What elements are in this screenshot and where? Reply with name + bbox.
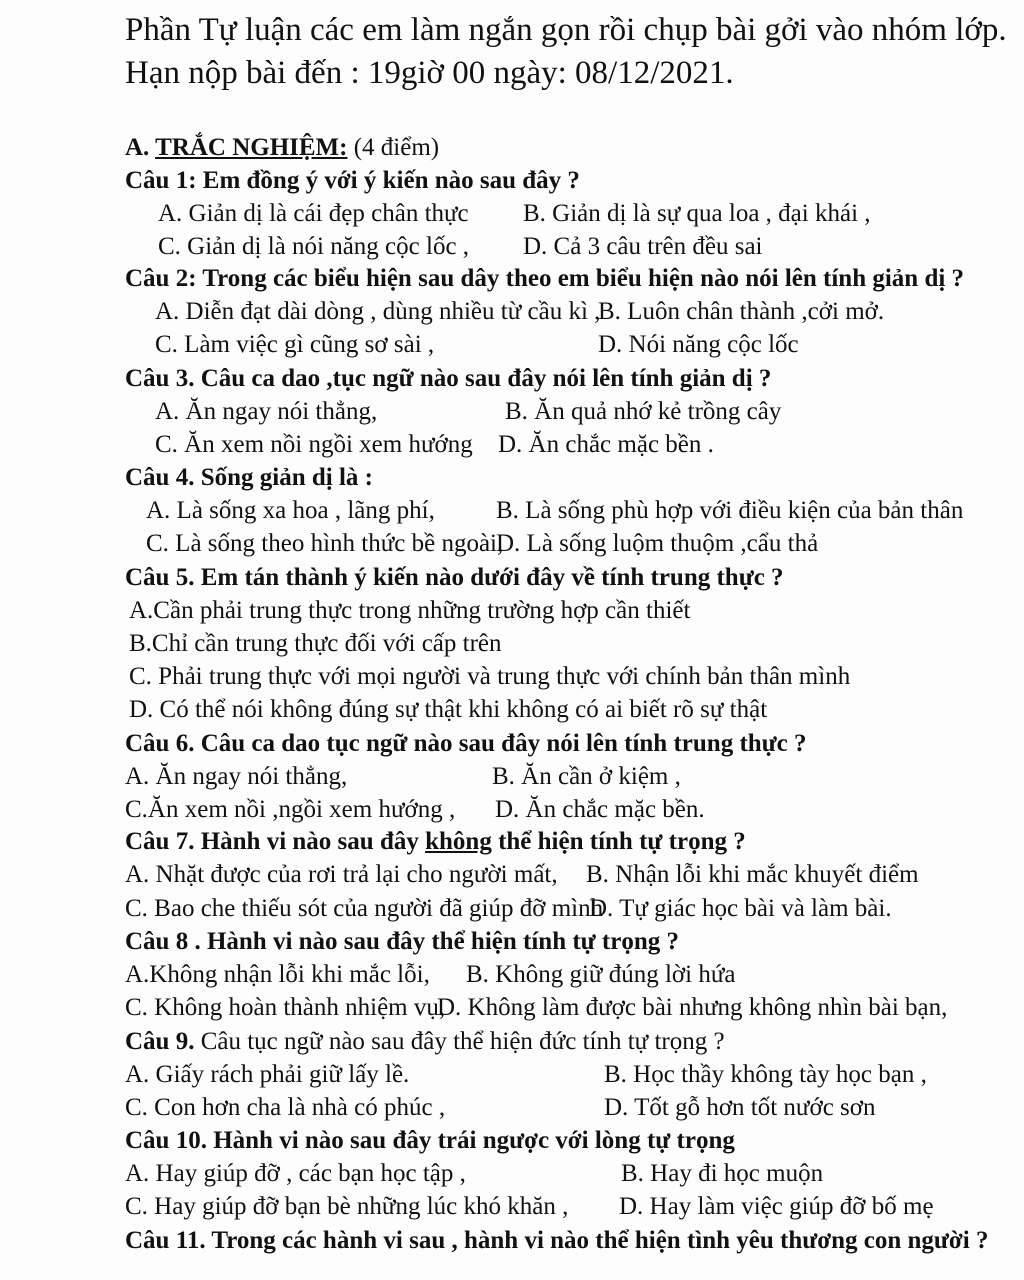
q1-option-c: C. Giản dị là nói năng cộc lốc , [158,233,470,260]
q9-text: Câu tục ngữ nào sau đây thể hiện đức tính tự trọng ? [194,1028,725,1055]
q1-option-d: D. Cả 3 câu trên đều sai [523,233,763,260]
q2-option-c: C. Làm việc gì cũng sơ sài , [155,331,435,358]
q10-option-d: D. Hay làm việc giúp đỡ bố mẹ [619,1193,934,1220]
q10-option-b: B. Hay đi học muộn [621,1160,824,1187]
q7-text-after: thể hiện tính tự trọng ? [491,828,746,855]
q5-option-b: B.Chỉ cần trung thực đối với cấp trên [129,630,502,657]
q2-option-d: D. Nói năng cộc lốc [598,331,799,358]
q8-option-c: C. Không hoàn thành nhiệm vụ, [125,994,446,1021]
question-2: Câu 2: Trong các biểu hiện sau dây theo em biểu hiện nào nói lên tính giản dị ? [125,265,965,292]
q4-option-a: A. Là sống xa hoa , lãng phí, [146,497,435,524]
question-8: Câu 8 . Hành vi nào sau đây thể hiện tính tự trọng ? [125,928,680,955]
question-10: Câu 10. Hành vi nào sau đây trái ngược với lòng tự trọng [125,1127,735,1154]
q3-option-b: B. Ăn quả nhớ kẻ trồng cây [505,398,782,425]
q1-option-b: B. Giản dị là sự qua loa , đại khái , [523,200,871,227]
section-title: TRẮC NGHIỆM: [155,134,348,161]
instruction-line: Phần Tự luận các em làm ngắn gọn rồi chụp bài gởi vào nhóm lớp. [125,12,1007,48]
q9-label: Câu 9. [125,1028,195,1055]
q7-option-a: A. Nhặt được của rơi trả lại cho người mất, [125,861,558,888]
q3-option-d: D. Ăn chắc mặc bền . [498,431,714,458]
q8-option-b: B. Không giữ đúng lời hứa [466,961,736,988]
q5-option-a: A.Cần phải trung thực trong những trường hợp cần thiết [129,597,691,624]
q5-option-c: C. Phải trung thực với mọi người và trung thực với chính bản thân mình [129,663,851,690]
q7-text-underlined: không [425,828,492,855]
section-heading [125,135,439,160]
q4-option-b: B. Là sống phù hợp với điều kiện của bản thân [496,497,964,524]
q6-option-d: D. Ăn chắc mặc bền. [495,796,705,823]
q8-option-a: A.Không nhận lỗi khi mắc lỗi, [125,961,430,988]
q4-option-d: D. Là sống luộm thuộm ,cẩu thả [496,530,819,557]
q3-option-c: C. Ăn xem nồi ngồi xem hướng [155,431,473,458]
question-7 [125,829,746,854]
q8-option-d: D. Không làm được bài nhưng không nhìn bài bạn, [437,994,948,1021]
q9-option-d: D. Tốt gỗ hơn tốt nước sơn [604,1094,876,1121]
q7-text-before: Câu 7. Hành vi nào sau đây [125,828,426,855]
q6-option-c: C.Ăn xem nồi ,ngồi xem hướng , [125,796,456,823]
section-points: (4 điểm) [347,134,440,161]
q7-option-c: C. Bao che thiếu sót của người đã giúp đỡ mình [125,895,604,922]
q6-option-a: A. Ăn ngay nói thẳng, [125,763,348,790]
q7-option-d: D. Tự giác học bài và làm bài. [589,895,892,922]
question-1: Câu 1: Em đồng ý với ý kiến nào sau đây ? [125,167,580,194]
q10-option-c: C. Hay giúp đỡ bạn bè những lúc khó khăn , [125,1193,569,1220]
question-5: Câu 5. Em tán thành ý kiến nào dưới đây về tính trung thực ? [125,564,784,591]
section-prefix: A. [125,134,156,161]
question-6: Câu 6. Câu ca dao tục ngữ nào sau đây nói lên tính trung thực ? [125,730,807,757]
q2-option-b: B. Luôn chân thành ,cởi mở. [598,298,885,325]
question-11: Câu 11. Trong các hành vi sau , hành vi nào thể hiện tình yêu thương con người ? [125,1227,989,1254]
q9-option-c: C. Con hơn cha là nhà có phúc , [125,1094,446,1121]
question-9 [125,1029,725,1054]
q2-option-a: A. Diễn đạt dài dòng , dùng nhiều từ cầu kì , [155,298,601,325]
q9-option-b: B. Học thầy không tày học bạn , [604,1061,927,1088]
q4-option-c: C. Là sống theo hình thức bề ngoài, [146,530,504,557]
question-4: Câu 4. Sống giản dị là : [125,464,373,491]
q1-option-a: A. Giản dị là cái đẹp chân thực [158,200,469,227]
q5-option-d: D. Có thể nói không đúng sự thật khi không có ai biết rõ sự thật [129,696,768,723]
q6-option-b: B. Ăn cần ở kiệm , [492,763,681,790]
question-3: Câu 3. Câu ca dao ,tục ngữ nào sau đây nói lên tính giản dị ? [125,365,772,392]
q3-option-a: A. Ăn ngay nói thẳng, [155,398,378,425]
deadline-line: Hạn nộp bài đến : 19giờ 00 ngày: 08/12/2021. [125,55,734,91]
q7-option-b: B. Nhận lỗi khi mắc khuyết điểm [586,861,919,888]
q9-option-a: A. Giấy rách phải giữ lấy lề. [125,1061,410,1088]
q10-option-a: A. Hay giúp đỡ , các bạn học tập , [125,1160,466,1187]
